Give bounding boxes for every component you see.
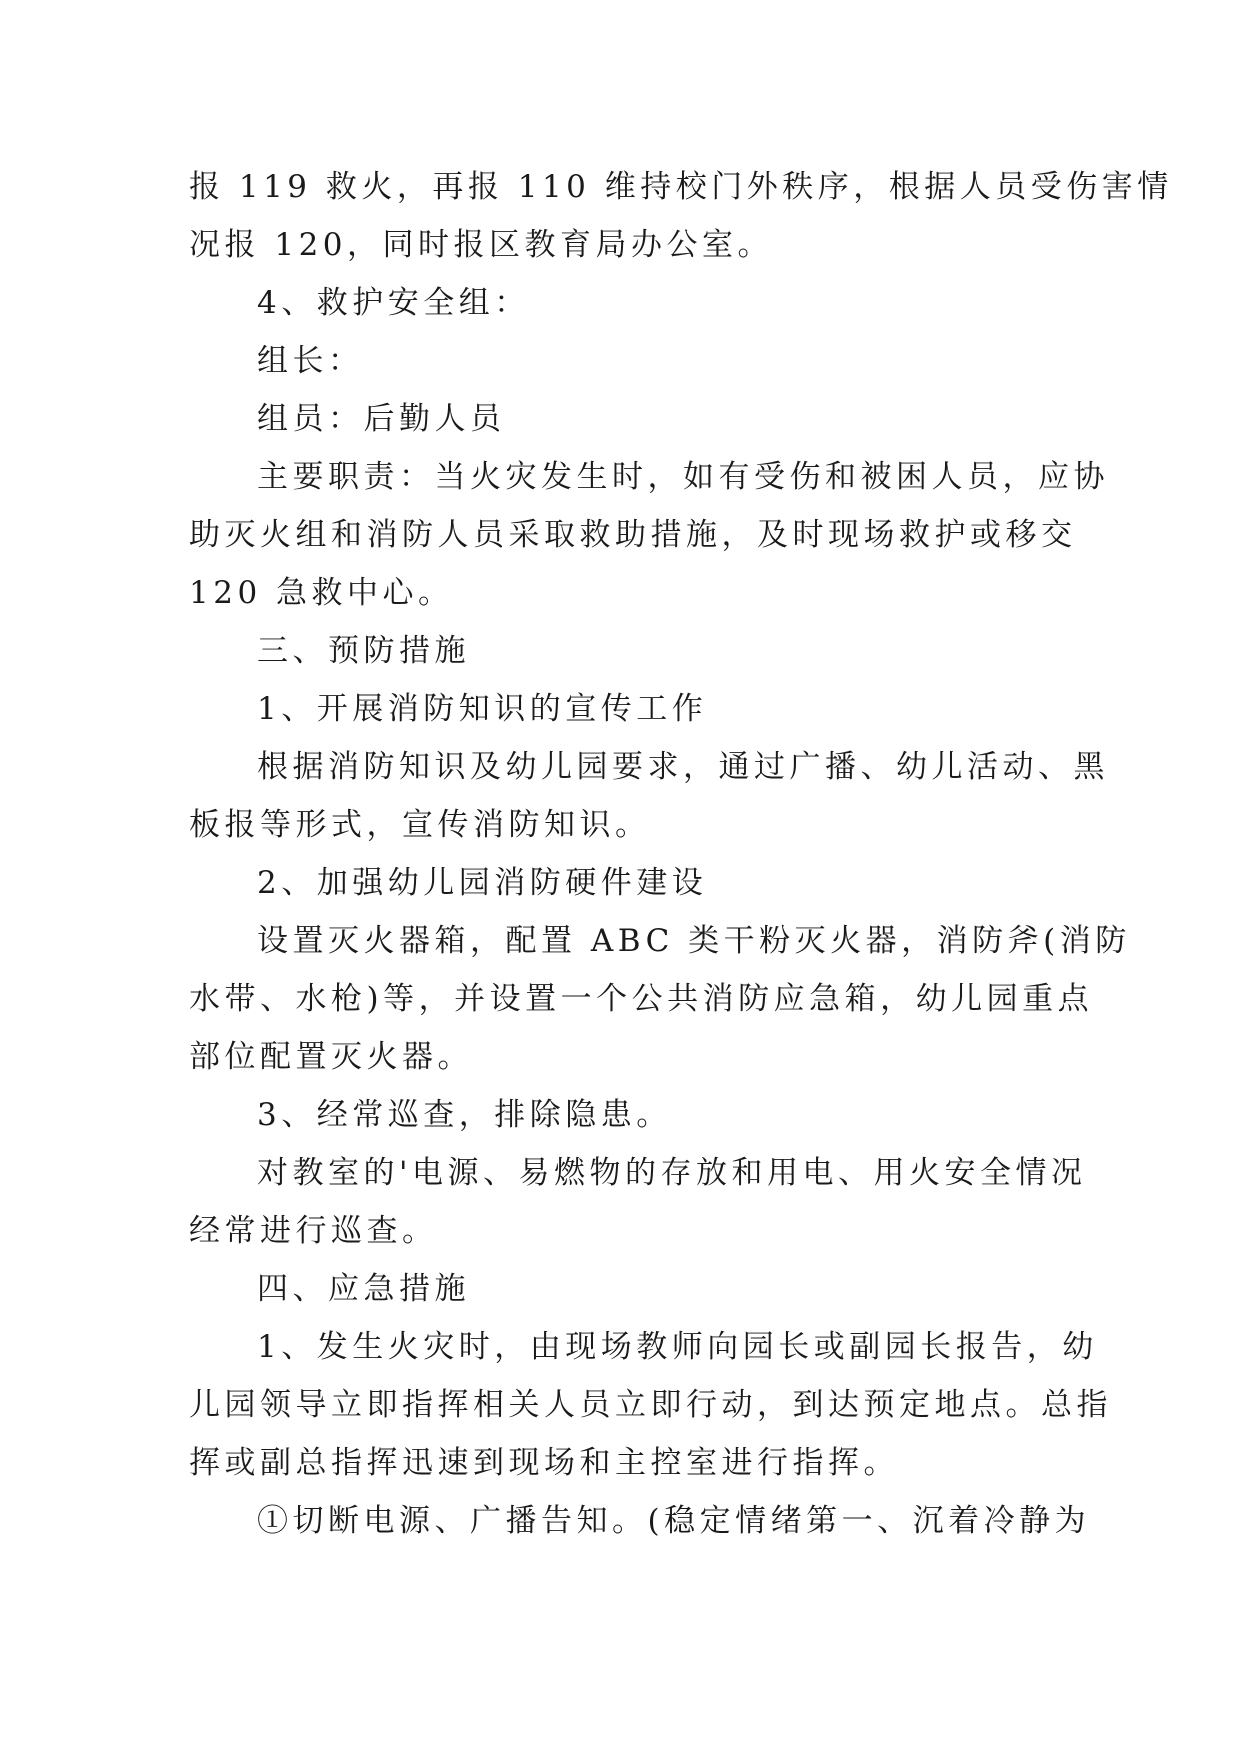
text-line: ①切断电源、广播告知。(稳定情绪第一、沉着冷静为	[257, 1503, 1091, 1539]
section-heading: 三、预防措施	[257, 633, 470, 669]
subsection-heading: 3、经常巡查，排除隐患。	[257, 1097, 672, 1133]
subsection-heading: 1、开展消防知识的宣传工作	[257, 691, 708, 727]
text-line: 对教室的'电源、易燃物的存放和用电、用火安全情况	[257, 1155, 1087, 1191]
text-line: 况报 120，同时报区教育局办公室。	[189, 227, 774, 263]
text-line: 120 急救中心。	[189, 575, 454, 611]
text-line: 1、发生火灾时，由现场教师向园长或副园长报告，幼	[257, 1329, 1098, 1365]
subsection-heading: 2、加强幼儿园消防硬件建设	[257, 865, 708, 901]
text-line: 组员：后勤人员	[257, 401, 506, 437]
text-line: 儿园领导立即指挥相关人员立即行动，到达预定地点。总指	[189, 1387, 1112, 1423]
text-line: 根据消防知识及幼儿园要求，通过广播、幼儿活动、黑	[257, 749, 1109, 785]
text-line: 设置灭火器箱，配置 ABC 类干粉灭火器，消防斧(消防	[257, 923, 1131, 959]
text-line: 4、救护安全组：	[257, 285, 530, 321]
section-heading: 四、应急措施	[257, 1271, 470, 1307]
text-line: 主要职责：当火灾发生时，如有受伤和被困人员，应协	[257, 459, 1109, 495]
text-line: 报 119 救火，再报 110 维持校门外秩序，根据人员受伤害情	[189, 169, 1173, 205]
body-text	[189, 158, 1173, 1550]
text-line: 水带、水枪)等，并设置一个公共消防应急箱，幼儿园重点	[189, 981, 1094, 1017]
text-line: 助灭火组和消防人员采取救助措施，及时现场救护或移交	[189, 517, 1077, 553]
text-line: 经常进行巡查。	[189, 1213, 438, 1249]
text-line: 组长：	[257, 343, 364, 379]
text-line: 部位配置灭火器。	[189, 1039, 473, 1075]
text-line: 挥或副总指挥迅速到现场和主控室进行指挥。	[189, 1445, 899, 1481]
text-line: 板报等形式，宣传消防知识。	[189, 807, 651, 843]
